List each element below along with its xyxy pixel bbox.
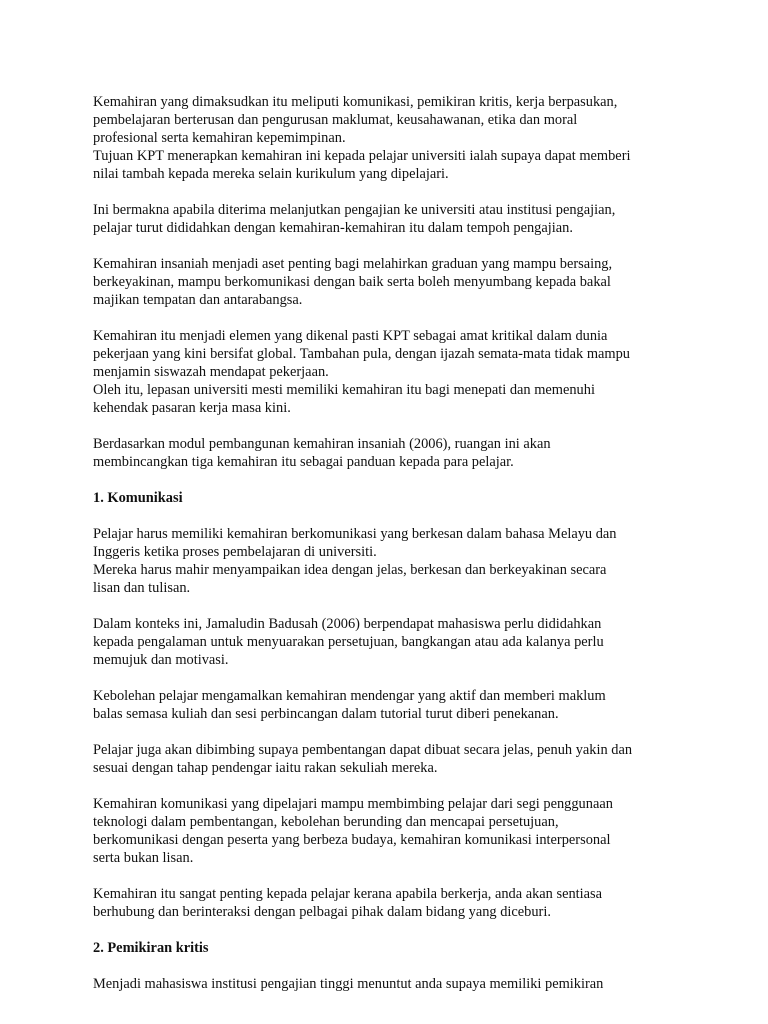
text-line: Ini bermakna apabila diterima melanjutkan pengajian ke universiti atau institusi pengajian, — [93, 202, 616, 218]
text-line: kehendak pasaran kerja masa kini. — [93, 400, 291, 416]
text-line: Kemahiran yang dimaksudkan itu meliputi komunikasi, pemikiran kritis, kerja berpasukan, — [93, 94, 618, 110]
text-line: pekerjaan yang kini bersifat global. Tambahan pula, dengan ijazah semata-mata tidak mampu — [93, 346, 630, 362]
text-line: Kemahiran itu sangat penting kepada pelajar kerana apabila berkerja, anda akan sentiasa — [93, 886, 603, 902]
text-line: profesional serta kemahiran kepemimpinan. — [93, 130, 346, 146]
text-line: memujuk dan motivasi. — [93, 652, 229, 668]
text-line: Kemahiran komunikasi yang dipelajari mampu membimbing pelajar dari segi penggunaan — [93, 796, 613, 812]
text-line: Mereka harus mahir menyampaikan idea dengan jelas, berkesan dan berkeyakinan secara — [93, 562, 607, 578]
text-line: sesuai dengan tahap pendengar iaitu rakan sekuliah mereka. — [93, 760, 438, 776]
text-line: menjamin siswazah mendapat pekerjaan. — [93, 364, 329, 380]
text-line: berhubung dan berinteraksi dengan pelbagai pihak dalam bidang yang diceburi. — [93, 904, 551, 920]
text-line: lisan dan tulisan. — [93, 580, 191, 596]
text-line: Kebolehan pelajar mengamalkan kemahiran mendengar yang aktif dan memberi maklum — [93, 688, 606, 704]
text-line: majikan tempatan dan antarabangsa. — [93, 292, 303, 308]
text-line: teknologi dalam pembentangan, kebolehan berunding dan mencapai persetujuan, — [93, 814, 559, 830]
paragraph — [93, 435, 683, 471]
text-line: pembelajaran berterusan dan pengurusan maklumat, keusahawanan, etika dan moral — [93, 112, 578, 128]
section-heading — [93, 489, 683, 507]
text-line: Menjadi mahasiswa institusi pengajian tinggi menuntut anda supaya memiliki pemikiran — [93, 976, 604, 992]
text-line: berkeyakinan, mampu berkomunikasi dengan baik serta boleh menyumbang kepada bakal — [93, 274, 611, 290]
text-line: Pelajar harus memiliki kemahiran berkomunikasi yang berkesan dalam bahasa Melayu dan — [93, 526, 617, 542]
paragraph — [93, 327, 683, 417]
section-heading — [93, 939, 683, 957]
text-line: berkomunikasi dengan peserta yang berbeza budaya, kemahiran komunikasi interpersonal — [93, 832, 611, 848]
heading-text: 1. Komunikasi — [93, 490, 183, 506]
text-line: Pelajar juga akan dibimbing supaya pembentangan dapat dibuat secara jelas, penuh yakin dan — [93, 742, 633, 758]
paragraph — [93, 687, 683, 723]
paragraph — [93, 93, 683, 183]
document-body — [93, 93, 683, 1011]
paragraph — [93, 201, 683, 237]
paragraph — [93, 741, 683, 777]
text-line: Berdasarkan modul pembangunan kemahiran insaniah (2006), ruangan ini akan — [93, 436, 551, 452]
paragraph — [93, 615, 683, 669]
heading-text: 2. Pemikiran kritis — [93, 940, 209, 956]
text-line: Tujuan KPT menerapkan kemahiran ini kepada pelajar universiti ialah supaya dapat memberi — [93, 148, 631, 164]
paragraph — [93, 525, 683, 597]
text-line: Inggeris ketika proses pembelajaran di universiti. — [93, 544, 377, 560]
text-line: kepada pengalaman untuk menyuarakan persetujuan, bangkangan atau ada kalanya perlu — [93, 634, 604, 650]
paragraph — [93, 885, 683, 921]
paragraph — [93, 255, 683, 309]
text-line: balas semasa kuliah dan sesi perbincangan dalam tutorial turut diberi penekanan. — [93, 706, 559, 722]
text-line: nilai tambah kepada mereka selain kurikulum yang dipelajari. — [93, 166, 449, 182]
text-line: Dalam konteks ini, Jamaludin Badusah (2006) berpendapat mahasiswa perlu dididahkan — [93, 616, 602, 632]
text-line: pelajar turut dididahkan dengan kemahiran-kemahiran itu dalam tempoh pengajian. — [93, 220, 573, 236]
text-line: serta bukan lisan. — [93, 850, 194, 866]
text-line: Kemahiran insaniah menjadi aset penting bagi melahirkan graduan yang mampu bersaing, — [93, 256, 613, 272]
text-line: membincangkan tiga kemahiran itu sebagai panduan kepada para pelajar. — [93, 454, 514, 470]
paragraph — [93, 975, 683, 993]
paragraph — [93, 795, 683, 867]
text-line: Oleh itu, lepasan universiti mesti memiliki kemahiran itu bagi menepati dan memenuhi — [93, 382, 595, 398]
text-line: Kemahiran itu menjadi elemen yang dikenal pasti KPT sebagai amat kritikal dalam dunia — [93, 328, 608, 344]
